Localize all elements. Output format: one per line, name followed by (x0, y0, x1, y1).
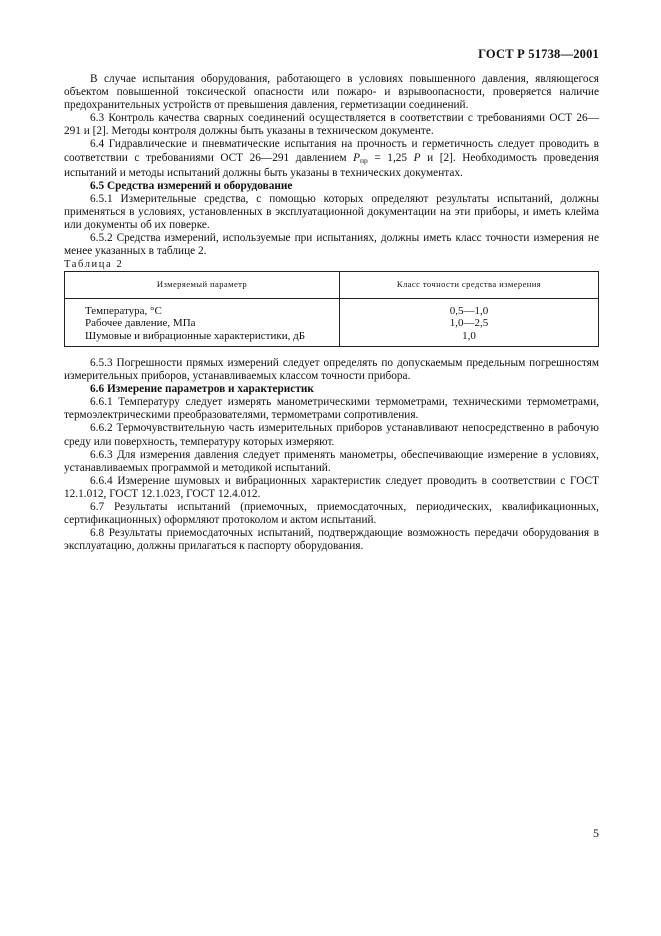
table-row (65, 317, 599, 330)
pressure-symbol: P (353, 151, 361, 164)
accuracy-table (64, 271, 599, 347)
table-row (65, 298, 599, 317)
paragraph: 6.8 Результаты приемосдаточных испытаний, подтверждающие возможность передачи оборудования в эксплуатацию, должны прилагаться к паспорту оборудования. (64, 527, 599, 553)
paragraph-6-4 (64, 138, 599, 179)
document-header: ГОСТ Р 51738—2001 (478, 47, 599, 61)
text-run: = 1,25 (367, 151, 414, 164)
paragraph: 6.3 Контроль качества сварных соединений осуществляется в соответствии с требованиями ОСТ 26—291 и [2]. Методы контроля должны быть указаны в техническом документе. (64, 112, 599, 138)
table-header: Измеряемый параметр (65, 272, 340, 298)
paragraph: 6.6.1 Температуру следует измерять манометрическими термометрами, техническими термометрами, термоэлектрическими преобразователями, термометрами сопротивления. (64, 396, 599, 422)
paragraph: 6.6.4 Измерение шумовых и вибрационных характеристик следует проводить в соответствии с ГОСТ 12.1.012, ГОСТ 12.1.023, ГОСТ 12.4.012. (64, 474, 599, 500)
paragraph: 6.6.3 Для измерения давления следует применять манометры, обеспечивающие измерение в условиях, устанавливаемых программой и методикой испытаний. (64, 448, 599, 474)
table-cell: 0,5—1,0 (340, 298, 599, 317)
section-heading: 6.5 Средства измерений и оборудование (90, 179, 293, 192)
paragraph: 6.6.2 Термочувствительную часть измерительных приборов устанавливают непосредственно в рабочую среду или поверхность, температуру которых измеряют. (64, 422, 599, 448)
table-row (65, 330, 599, 347)
paragraph: В случае испытания оборудования, работающего в условиях повышенного давления, являющегося объектом повышенной токсической опасности или пожаро- и взрывоопасности, проверяется наличие предохранительных устройств от превышения давления, герметизации соединений. (64, 73, 599, 112)
section-heading: 6.6 Измерение параметров и характеристик (90, 383, 314, 396)
pressure-symbol: P (413, 151, 421, 164)
table-header: Класс точности средства измерения (340, 272, 599, 298)
table-cell: Температура, °С (65, 298, 340, 317)
paragraph: 6.5.3 Погрешности прямых измерений следует определять по допускаемым предельным погрешностям измерительных приборов, устанавливаемых классом точности прибора. (64, 357, 599, 383)
paragraph: 6.7 Результаты испытаний (приемочных, приемосдаточных, периодических, квалификационных, сертификационных) оформляют протоколом и актом испытаний. (64, 501, 599, 527)
table-cell: Рабочее давление, МПа (65, 317, 340, 330)
text-run: и [2]. Необходимость проведения испытаний и методы испытаний должны быть указаны в технических документах. (64, 151, 599, 179)
paragraph: 6.5.1 Измерительные средства, с помощью которых определяют результаты испытаний, должны применяться в условиях, установленных в эксплуатационной документации на эти приборы, и иметь клейма или документы об их поверке. (64, 192, 599, 232)
pressure-subscript: пр (360, 155, 368, 165)
text-run: 6.4 Гидравлические и пневматические испытания на прочность и герметичность следует проводить в соответствии с требованиями ОСТ 26—291 давлением (64, 138, 599, 164)
body-text (64, 73, 599, 553)
table-caption: Таблица 2 (64, 259, 124, 271)
table-cell: Шумовые и вибрационные характеристики, дБ (65, 330, 340, 347)
page-number: 5 (593, 826, 599, 840)
paragraph: 6.5.2 Средства измерений, используемые при испытаниях, должны иметь класс точности измерения не менее указанных в таблице 2. (64, 232, 599, 258)
table-cell: 1,0 (340, 330, 599, 347)
table-cell: 1,0—2,5 (340, 317, 599, 330)
